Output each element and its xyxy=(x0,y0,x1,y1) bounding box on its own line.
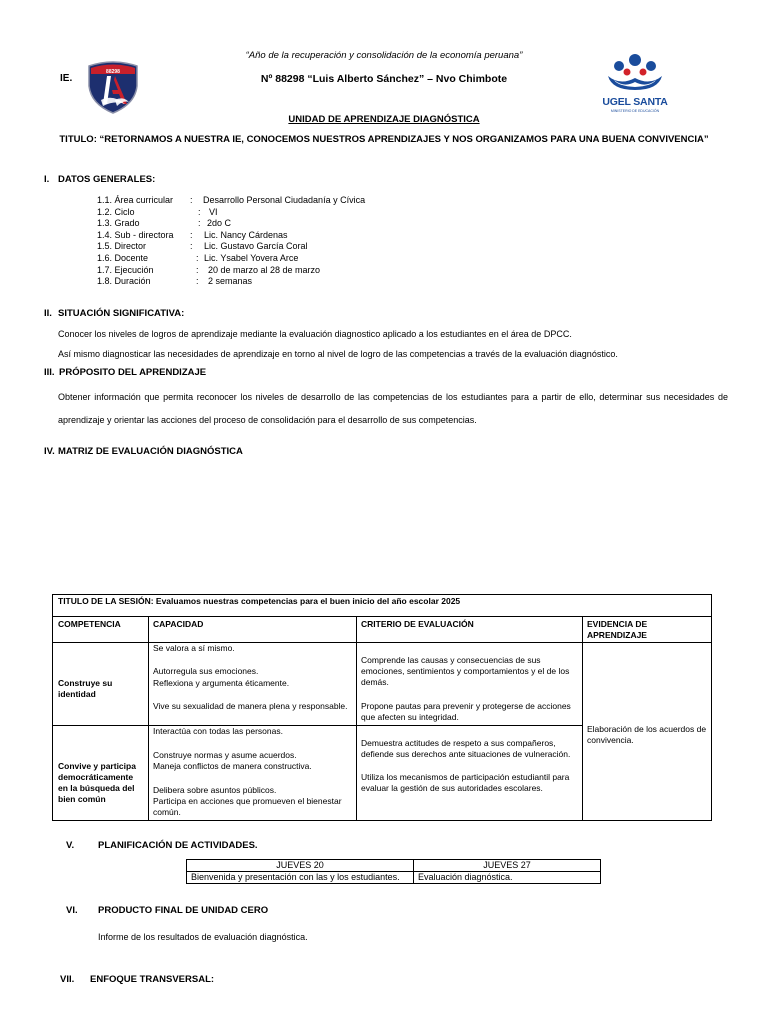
general-data-separator: : xyxy=(196,264,199,275)
section-2-num: II. xyxy=(44,308,52,319)
capacidad-1-4: Vive su sexualidad de manera plena y responsable. xyxy=(153,701,348,711)
capacidad-2-4: Delibera sobre asuntos públicos. xyxy=(153,785,277,795)
general-data-value: Lic. Gustavo García Coral xyxy=(204,241,308,252)
section-1-num: I. xyxy=(44,174,50,185)
section-2-title: SITUACIÓN SIGNIFICATIVA: xyxy=(58,308,185,319)
general-data-value: Desarrollo Personal Ciudadanía y Cívica xyxy=(203,195,366,205)
activities-header-2: JUEVES 27 xyxy=(414,860,601,872)
capacidad-2-5: Participa en acciones que promueven el bienestar común. xyxy=(153,796,342,817)
motto-text: “Año de la recuperación y consolidación de la economía peruana” xyxy=(245,50,523,61)
section-3-title: PRÓPOSITO DEL APRENDIZAJE xyxy=(59,367,207,378)
section-3-line-2: aprendizaje y orientar las acciones del proceso de consolidación para el desarrollo de sus competencias. xyxy=(58,415,477,425)
header-evidencia: EVIDENCIA DE APRENDIZAJE xyxy=(587,619,648,640)
activities-row xyxy=(187,872,601,884)
capacidad-2-3: Maneja conflictos de manera constructiva. xyxy=(153,761,312,771)
section-6-text: Informe de los resultados de evaluación diagnóstica. xyxy=(98,932,308,942)
general-data-value: VI xyxy=(209,206,218,217)
general-data-value: Lic. Ysabel Yovera Arce xyxy=(204,253,299,263)
unit-subtitle xyxy=(0,134,768,145)
general-data-value: 2do C xyxy=(207,218,232,229)
general-data-separator: : xyxy=(190,241,193,252)
general-data-separator: : xyxy=(190,229,193,240)
school-shield-logo xyxy=(85,60,141,114)
criterio-2-1: Demuestra actitudes de respeto a sus compañeros, defiende sus derechos ante situaciones de vulneración. xyxy=(361,738,571,759)
capacidad-2-2: Construye normas y asume acuerdos. xyxy=(153,750,297,760)
section-7-title: ENFOQUE TRANSVERSAL: xyxy=(90,974,215,985)
section-4-title: MATRIZ DE EVALUACIÓN DIAGNÓSTICA xyxy=(58,446,243,457)
section-2-paragraph-1: Conocer los niveles de logros de aprendizaje mediante la evaluación diagnostico aplicado a los estudiantes en el área de DPCC. xyxy=(58,329,572,339)
activity-cell-2: Evaluación diagnóstica. xyxy=(414,872,601,884)
ugel-santa-title: UGEL SANTA xyxy=(602,96,668,108)
header-criterio: CRITERIO DE EVALUACIÓN xyxy=(361,619,474,629)
titulo-label: TITULO xyxy=(59,134,94,145)
section-6-num: VI. xyxy=(66,905,78,916)
general-data-label: 1.5. Director xyxy=(97,241,147,252)
unit-title: UNIDAD DE APRENDIZAJE DIAGNÓSTICA xyxy=(288,114,480,125)
section-3-num: III. xyxy=(44,367,55,378)
section-4-num: IV. xyxy=(44,446,55,457)
general-data-separator: : xyxy=(198,206,201,217)
general-data-value: 2 semanas xyxy=(208,276,253,287)
capacidad-1-2: Autorregula sus emociones. xyxy=(153,666,259,676)
section-7-num: VII. xyxy=(60,974,75,985)
general-data-separator: : xyxy=(196,253,199,263)
header-capacidad: CAPACIDAD xyxy=(153,619,204,629)
matrix-rule xyxy=(582,642,711,643)
general-data-value: 20 de marzo al 28 de marzo xyxy=(208,264,321,275)
matrix-rule xyxy=(356,616,357,820)
evaluation-matrix-table xyxy=(52,594,712,821)
general-data-label: 1.6. Docente xyxy=(97,253,149,263)
shield-number-text: 88298 xyxy=(106,69,120,75)
activities-header-row xyxy=(187,860,601,872)
general-data-label: 1.4. Sub - directora xyxy=(97,229,174,240)
criterio-1-1: Comprende las causas y consecuencias de sus emociones, sentimientos y comportamientos y el de los demás. xyxy=(361,655,570,687)
section-3-line-1: Obtener información que permita reconocer los niveles de desarrollo de las competencias de los estudiantes para a partir de ello, determinar sus necesidades de xyxy=(58,392,728,402)
capacidad-1-1: Se valora a sí mismo. xyxy=(153,643,235,653)
general-data-separator: : xyxy=(190,195,193,205)
general-data-label: 1.7. Ejecución xyxy=(97,264,154,275)
criterio-1-2: Propone pautas para prevenir y protegerse de acciones que afecten su integridad. xyxy=(361,701,571,722)
general-data-label: 1.1. Área curricular xyxy=(97,195,174,205)
general-data-value: Lic. Nancy Cárdenas xyxy=(204,229,288,240)
school-name: Nº 88298 “Luis Alberto Sánchez” – Nvo Chimbote xyxy=(260,73,508,85)
capacidad-1-3: Reflexiona y argumenta éticamente. xyxy=(153,678,290,688)
section-6-title: PRODUCTO FINAL DE UNIDAD CERO xyxy=(98,905,269,916)
competencia-2: Convive y participa democráticamente en la búsqueda del bien común xyxy=(58,761,136,804)
section-2-paragraph-2: Así mismo diagnosticar las necesidades de aprendizaje en torno al nivel de logro de las competencias a través de la evaluación diagnóstico. xyxy=(58,349,618,359)
general-data-label: 1.2. Ciclo xyxy=(97,206,135,217)
section-1-title: DATOS GENERALES: xyxy=(58,174,156,185)
matrix-rule xyxy=(53,616,711,617)
general-data-label: 1.8. Duración xyxy=(97,276,151,287)
matrix-rule xyxy=(148,616,149,820)
general-data-label: 1.3. Grado xyxy=(97,218,140,229)
capacidad-2-1: Interactúa con todas las personas. xyxy=(153,726,283,736)
matrix-rule xyxy=(582,616,583,820)
activities-header-1: JUEVES 20 xyxy=(187,860,414,872)
header-competencia: COMPETENCIA xyxy=(58,619,121,629)
general-data-separator: : xyxy=(198,218,201,229)
evidencia-text: Elaboración de los acuerdos de convivencia. xyxy=(587,724,707,745)
section-5-num: V. xyxy=(66,840,75,851)
competencia-1: Construye su identidad xyxy=(58,678,113,699)
general-data-separator: : xyxy=(196,276,199,287)
activity-cell-1: Bienvenida y presentación con las y los estudiantes. xyxy=(187,872,414,884)
criterio-2-2: Utiliza los mecanismos de participación estudiantil para evaluar la gestión de sus autoridades escolares. xyxy=(361,772,570,793)
activities-table xyxy=(186,859,601,884)
ie-label: IE. xyxy=(60,73,73,84)
titulo-text: : “RETORNAMOS A NUESTRA IE, CONOCEMOS NUESTROS APRENDIZAJES Y NOS ORGANIZAMOS PARA UNA BUENA CONVIVENCIA” xyxy=(93,134,709,145)
session-title: TITULO DE LA SESIÓN: Evaluamos nuestras competencias para el buen inicio del año escolar 2025 xyxy=(58,596,461,606)
section-5-title: PLANIFICACIÓN DE ACTIVIDADES. xyxy=(98,840,258,851)
ugel-santa-subtitle: MINISTERIO DE EDUCACIÓN xyxy=(610,109,660,113)
